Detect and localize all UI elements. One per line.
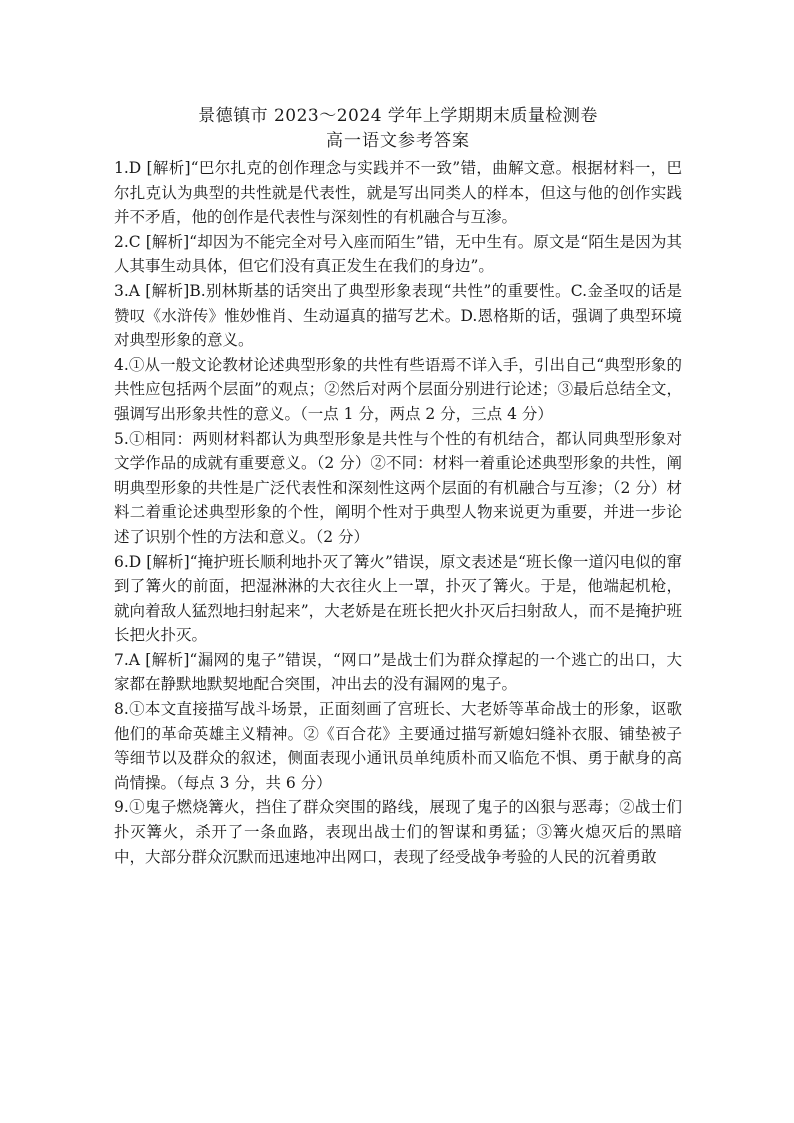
answer-item-3: 3.A [解析]B.别林斯基的话突出了典型形象表现“共性”的重要性。C.金圣叹的话是赞叹《水浒传》惟妙惟肖、生动逼真的描写艺术。D.恩格斯的话，强调了典型环境对典型形象的意义。 xyxy=(114,281,682,350)
answer-item-5: 5.①相同：两则材料都认为典型形象是共性与个性的有机结合，都认同典型形象对文学作品的成就有重要意义。（2 分）②不同：材料一着重论述典型形象的共性，阐明典型形象的共性是广泛代表性和深刻性这两个层面的有机融合与互渗；（2 分）材料二着重论述典型形象的个性，阐明个性对于典型人物来说更为重要，并进一步论述了识别个性的方法和意义。（2 分） xyxy=(114,429,682,546)
answer-item-2: 2.C [解析]“却因为不能完全对号入座而陌生”错，无中生有。原文是“陌生是因为其人其事生动具体，但它们没有真正发生在我们的身边”。 xyxy=(114,232,682,276)
answer-item-4: 4.①从一般文论教材论述典型形象的共性有些语焉不详入手，引出自己“典型形象的共性应包括两个层面”的观点；②然后对两个层面分别进行论述；③最后总结全文，强调写出形象共性的意义。（一点 1 分，两点 2 分，三点 4 分） xyxy=(114,355,682,423)
answer-item-9: 9.①鬼子燃烧篝火，挡住了群众突围的路线，展现了鬼子的凶狠与恶毒；②战士们扑灭篝火，杀开了一条血路，表现出战士们的智谋和勇猛；③篝火熄灭后的黑暗中，大部分群众沉默而迅速地冲出网口，表现了经受战争考验的人民的沉着勇敢 xyxy=(114,798,682,866)
answer-item-1: 1.D [解析]“巴尔扎克的创作理念与实践并不一致”错，曲解文意。根据材料一，巴尔扎克认为典型的共性就是代表性，就是写出同类人的样本，但这与他的创作实践并不矛盾，他的创作是代表性与深刻性的有机融合与互渗。 xyxy=(114,159,682,227)
document-subtitle: 高一语文参考答案 xyxy=(326,131,470,151)
answer-item-8: 8.①本文直接描写战斗场景，正面刻画了宫班长、大老娇等革命战士的形象，讴歌他们的革命英雄主义精神。②《百合花》主要通过描写新媳妇缝补衣服、铺垫被子等细节以及群众的叙述，侧面表现小通讯员单纯质朴而又临危不惧、勇于献身的高尚情操。（每点 3 分，共 6 分） xyxy=(114,700,682,792)
answer-item-6: 6.D [解析]“掩护班长顺利地扑灭了篝火”错误，原文表述是“班长像一道闪电似的窜到了篝火的前面，把湿淋淋的大衣往火上一罩，扑灭了篝火。于是，他端起机枪，就向着敌人猛烈地扫射起来”，大老娇是在班长把火扑灭后扫射敌人，而不是掩护班长把火扑灭。 xyxy=(114,552,682,645)
document-title: 景德镇市 2023～2024 学年上学期期末质量检测卷 xyxy=(198,106,598,126)
answer-item-7: 7.A [解析]“漏网的鬼子”错误，“网口”是战士们为群众撑起的一个逃亡的出口，大家都在静默地默契地配合突围，冲出去的没有漏网的鬼子。 xyxy=(114,650,682,694)
answer-list xyxy=(114,156,682,869)
